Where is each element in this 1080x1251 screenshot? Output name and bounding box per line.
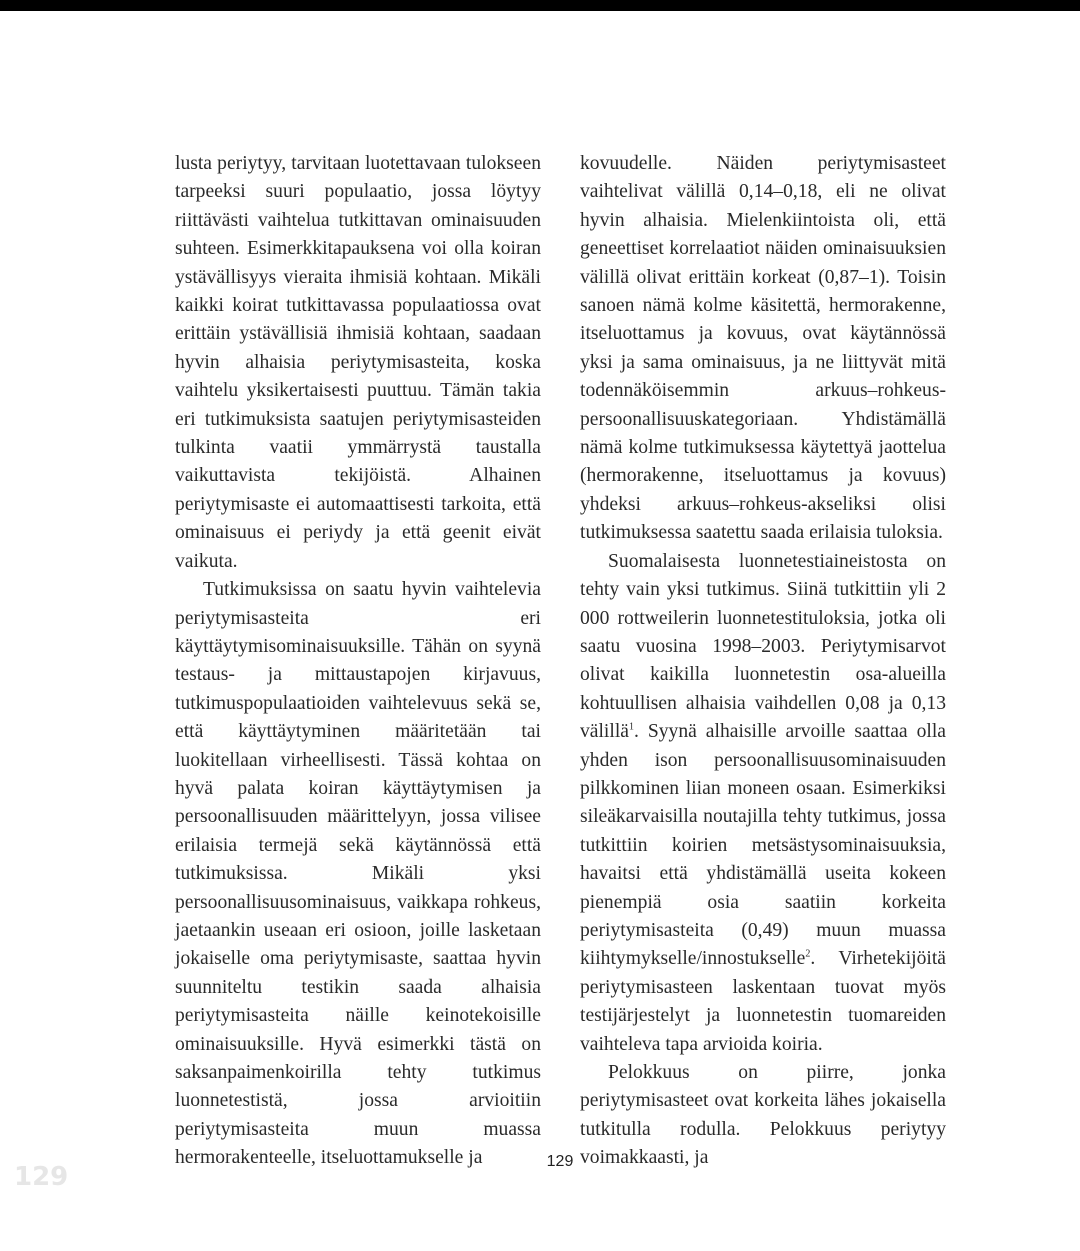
paragraph: Pelokkuus on piirre, jonka periytymisasteet ovat korkeita lähes jokaisella tutkitulla rodulla. Pelokkuus periytyy voimakkaasti, ja xyxy=(580,1062,946,1169)
margin-page-number: 129 xyxy=(14,1162,69,1192)
paragraph: kovuudelle. Näiden periytymisasteet vaihtelivat välillä 0,14–0,18, eli ne olivat hyvin alhaisia. Mielenkiintoista oli, että geneettiset korrelaatiot näiden ominaisuuksien välillä olivat erittäin korkeat (0,87–1). Toisin sanoen nämä kolme käsitettä, hermorakenne, itseluottamus ja kovuus, ovat käytännössä yksi ja sama ominaisuus, ja ne liittyvät mitä todennäköisemmin arkuus–rohkeus-persoonallisuuskategoriaan. Yhdistämällä nämä kolme tutkimuksessa käytettyä jaottelua (hermorakenne, itseluottamus ja kovuus) yhdeksi arkuus–rohkeus-akseliksi olisi tutkimuksessa saatettu saada erilaisia tuloksia. xyxy=(580,153,946,544)
text-run: Suomalaisesta luonnetestiaineistosta on tehty vain yksi tutkimus. Siinä tutkittiin yli 2 000 rottweilerin luonnetestituloksia, jotka oli saatu vuosina 1998–2003. Periytymisarvot olivat kaikilla luonnetestin osa-alueilla kohtuullisen alhaisia vaihdellen 0,08 ja 0,13 välillä xyxy=(580,550,946,743)
text-run: . Syynä alhaisille arvoille saattaa olla yhden ison persoonallisuusominaisuuden pilkkominen liian moneen osaan. Esimerkiksi sileäkarvaisilla noutajilla tehty tutkimus, jossa tutkittiin koirien metsästysominaisuuksia, havaitsi että yhdistämällä useita kokeen pienempiä osia saatiin korkeita periytymisasteita (0,49) muun muassa kiihtymykselle/innostukselle xyxy=(580,721,946,970)
text-run: . Virhetekijöitä periytymisasteen laskentaan tuovat myös testijärjestelyt ja luonnetestin tuomareiden vaihteleva tapa arvioida koiria. xyxy=(580,948,946,1055)
left-text-column xyxy=(175,150,541,1173)
page-number: 129 xyxy=(546,1153,574,1170)
paragraph: Tutkimuksissa on saatu hyvin vaihtelevia periytymisasteita eri käyttäytymisominaisuuksille. Tähän on syynä testaus- ja mittaustapojen kirjavuus, tutkimuspopulaatioiden vaihtelevuus sekä se, että käyttäytyminen määritetään tai luokitellaan virheellisesti. Tässä kohtaa on hyvä palata koiran käyttäytymisen ja persoonallisuuden määrittelyyn, jossa vilisee erilaisia termejä sekä käytännössä että tutkimuksissa. Mikäli yksi persoonallisuusominaisuus, vaikkapa rohkeus, jaetaankin useaan eri osioon, joille lasketaan jokaiselle oma periytymisaste, saattaa hyvin suunniteltu testikin saada alhaisia periytymisasteita näille keinotekoisille ominaisuuksille. Hyvä esimerkki tästä on saksanpaimenkoirilla tehty tutkimus luonnetestistä, jossa arvioitiin periytymisasteita muun muassa hermorakenteelle, itseluottamukselle ja xyxy=(175,579,541,1169)
footnote-reference: 2 xyxy=(805,948,811,960)
right-text-column xyxy=(580,150,946,1173)
paragraph xyxy=(580,548,946,1059)
paragraph: lusta periytyy, tarvitaan luotettavaan tulokseen tarpeeksi suuri populaatio, jossa löytyy riittävästi vaihtelua tutkittavan ominaisuuden suhteen. Esimerkkitapauksena voi olla koiran ystävällisyys vieraita ihmisiä kohtaan. Mikäli kaikki koirat tutkittavassa populaatiossa ovat erittäin ystävällisiä ihmisiä kohtaan, saadaan hyvin alhaisia periytymisasteita, koska vaihtelu yksikertaisesti puuttuu. Tämän takia eri tutkimuksista saatujen periytymisasteiden tulkinta vaatii ymmärrystä taustalla vaikuttavista tekijöistä. Alhainen periytymisaste ei automaattisesti tarkoita, että ominaisuus ei periydy ja että geenit eivät vaikuta. xyxy=(175,153,541,572)
footnote-reference: 1 xyxy=(628,721,634,733)
top-border-bar xyxy=(0,0,1080,11)
